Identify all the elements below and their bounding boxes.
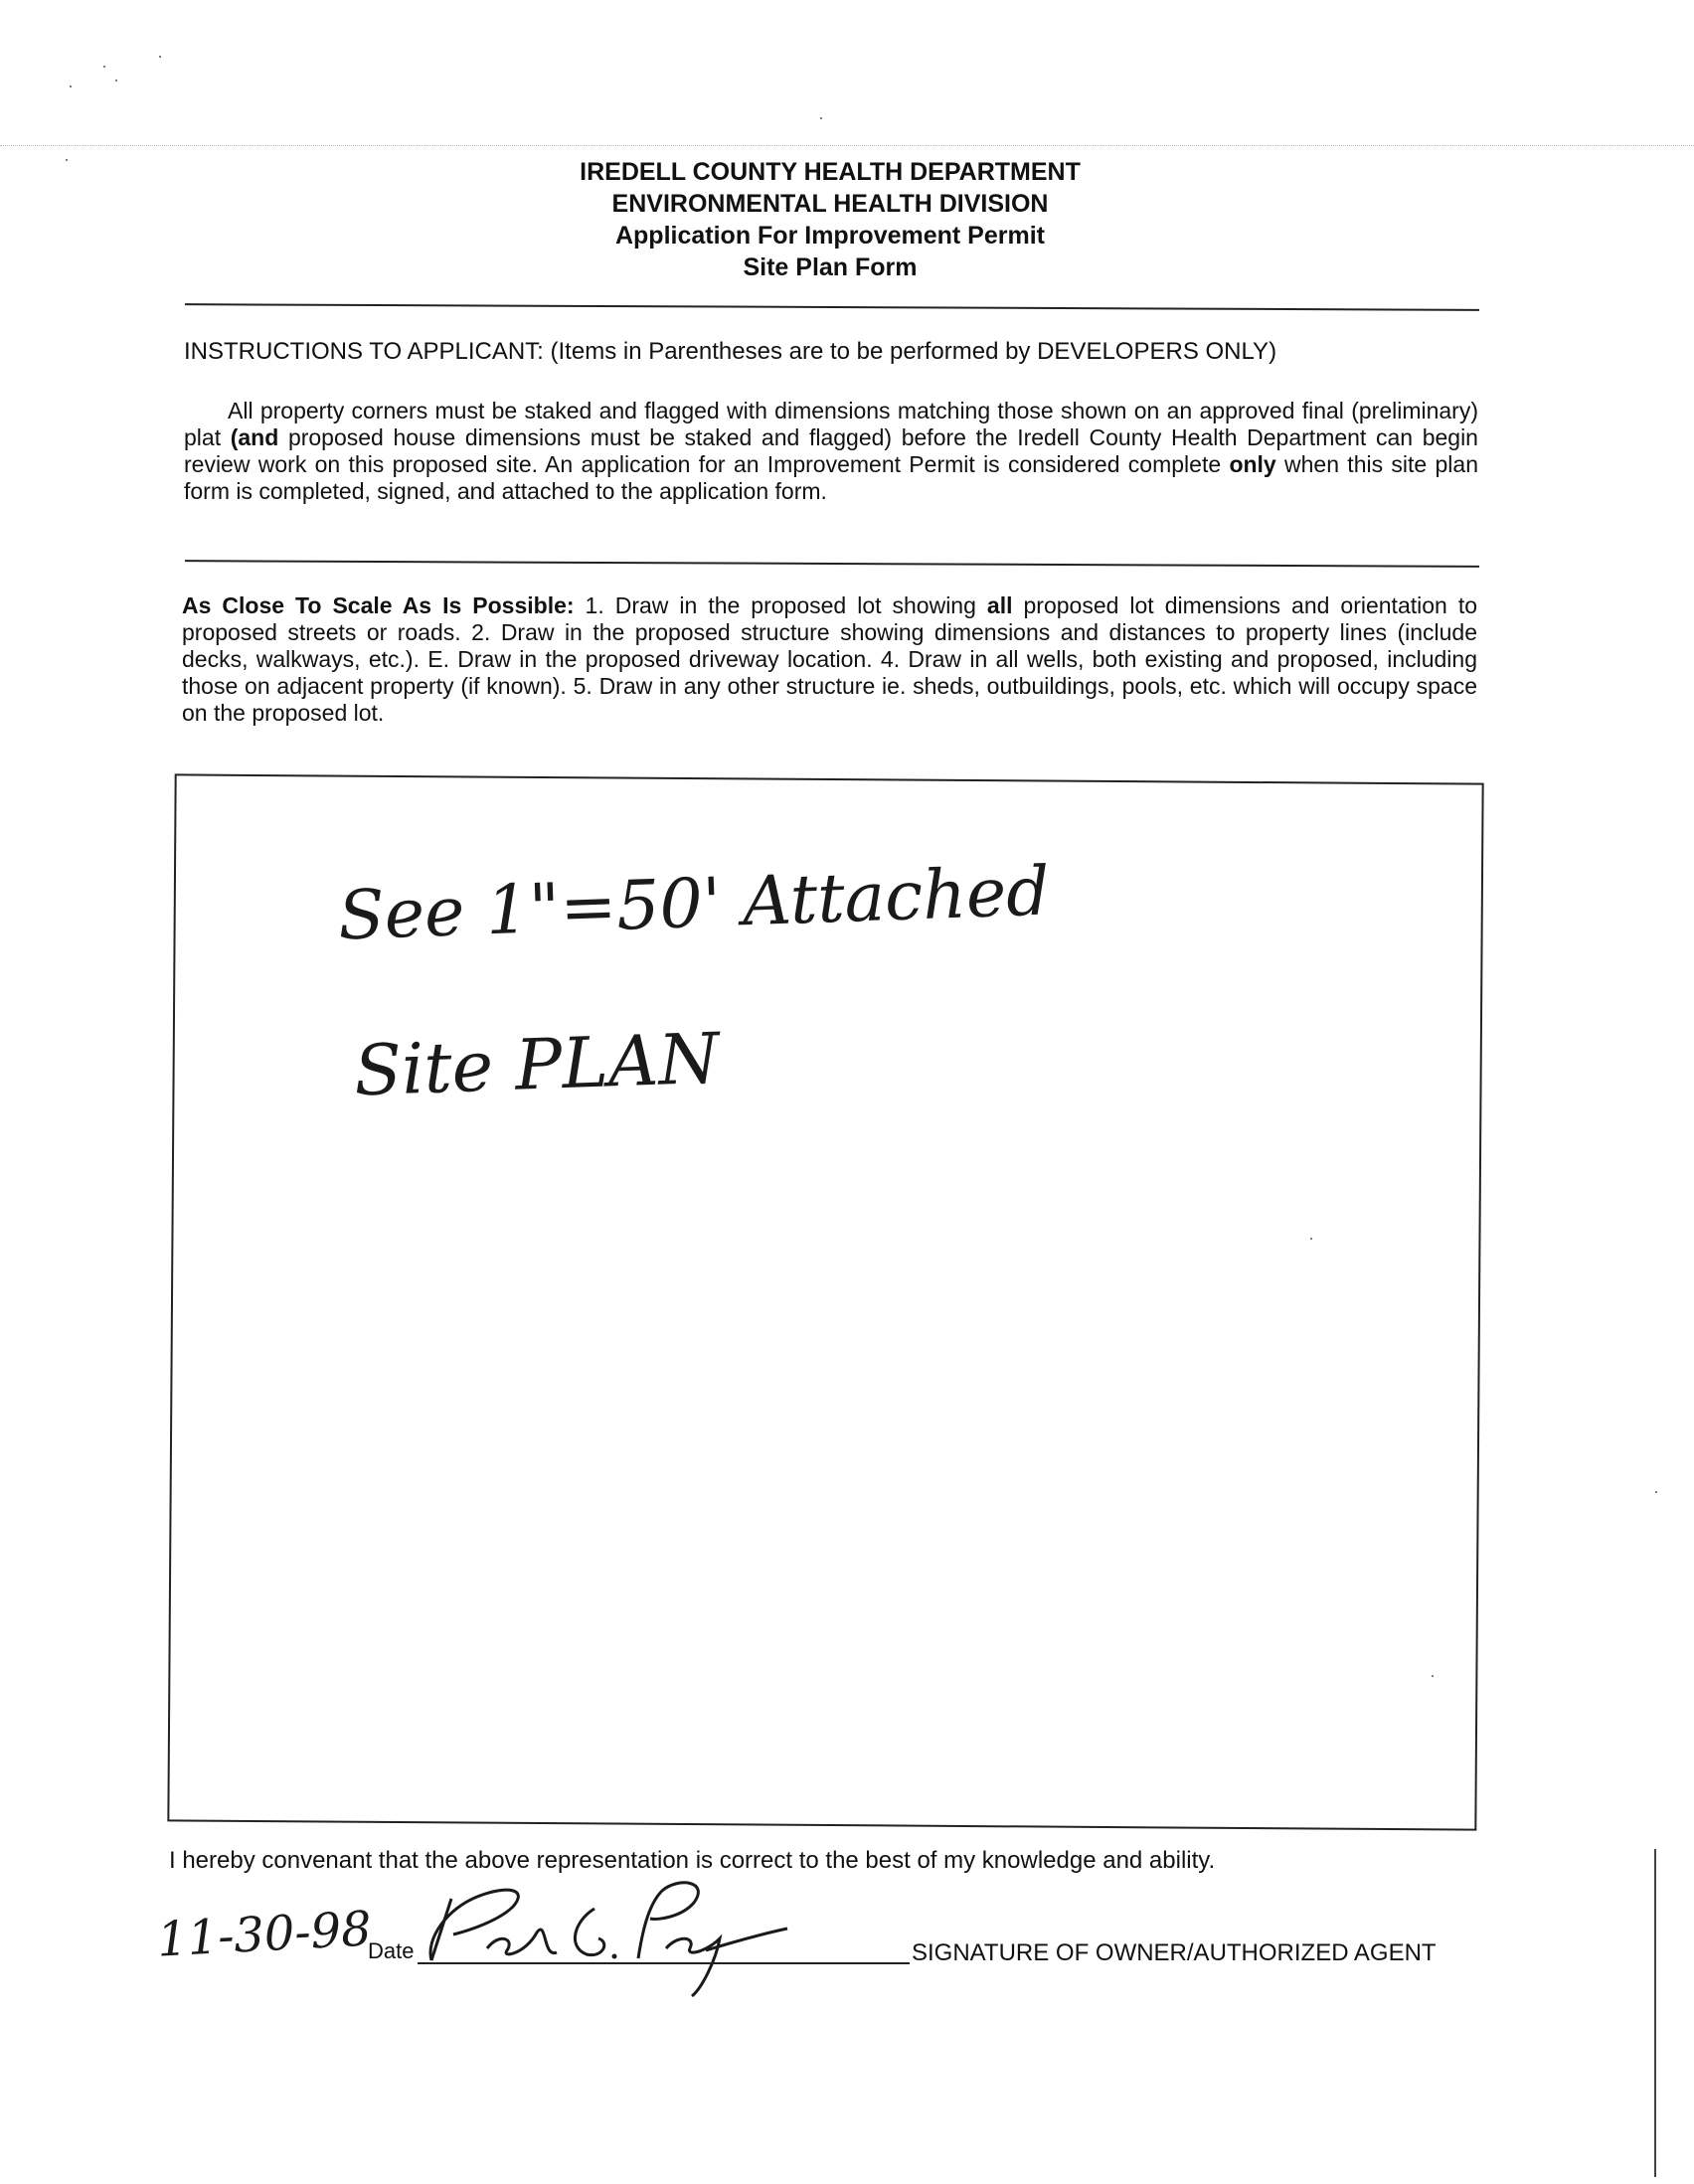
instructions-text-c: when this site plan form is completed, signed, and attached to the application form. [184, 451, 1478, 504]
instructions-rule [185, 560, 1479, 568]
instructions-bold-only: only [1229, 451, 1276, 477]
site-plan-handwriting-line-2: Site PLAN [352, 1017, 721, 1112]
scale-instructions-paragraph [182, 592, 1477, 727]
signature-line [418, 1962, 910, 1964]
instructions-title: INSTRUCTIONS TO APPLICANT: (Items in Parentheses are to be performed by DEVELOPERS ONLY) [184, 338, 1277, 365]
scale-instructions-lead: As Close To Scale As Is Possible: [182, 592, 575, 618]
instructions-text-b: proposed house dimensions must be staked and flagged) before the Iredell County Health Department can begin review work on this proposed site. An application for an Improvement Permit is considered complete [184, 424, 1478, 477]
date-label: Date [368, 1938, 415, 1963]
owner-signature [418, 1869, 795, 1998]
header-line-1: IREDELL COUNTY HEALTH DEPARTMENT [580, 158, 1081, 186]
scale-instructions-text-b: proposed lot dimensions and orientation to proposed streets or roads. 2. Draw in the proposed structure showing dimensions and distances to property lines (include decks, walkways, etc.). E. Draw in the proposed driveway location. 4. Draw in all wells, both existing and proposed, including those on adjacent property (if known). 5. Draw in any other structure ie. sheds, outbuildings, pools, etc. which will occupy space on the proposed lot. [182, 592, 1478, 726]
scale-instructions-bold-all: all [986, 592, 1013, 618]
header-line-3: Application For Improvement Permit [614, 222, 1045, 250]
instructions-paragraph [184, 398, 1478, 505]
scan-dotted-line [0, 145, 1694, 146]
header-rule [185, 303, 1479, 311]
scan-edge-line [1654, 1849, 1656, 2177]
scale-instructions-text-a: 1. Draw in the proposed lot showing [574, 592, 987, 618]
instructions-bold-and: (and [230, 424, 279, 450]
signature-label: SIGNATURE OF OWNER/AUTHORIZED AGENT [912, 1939, 1437, 1966]
covenant-statement: I hereby convenant that the above representation is correct to the best of my knowledge and ability. [169, 1847, 1216, 1874]
date-handwritten-value: 11-30-98 [155, 1901, 373, 1968]
site-plan-handwriting-line-1: See 1"=50' Attached [336, 852, 1051, 956]
header-line-2: ENVIRONMENTAL HEALTH DIVISION [611, 190, 1049, 218]
instructions-text-a: All property corners must be staked and flagged with dimensions matching those shown on an approved final (preliminary) plat [184, 398, 1478, 450]
header-line-4: Site Plan Form [743, 253, 918, 281]
